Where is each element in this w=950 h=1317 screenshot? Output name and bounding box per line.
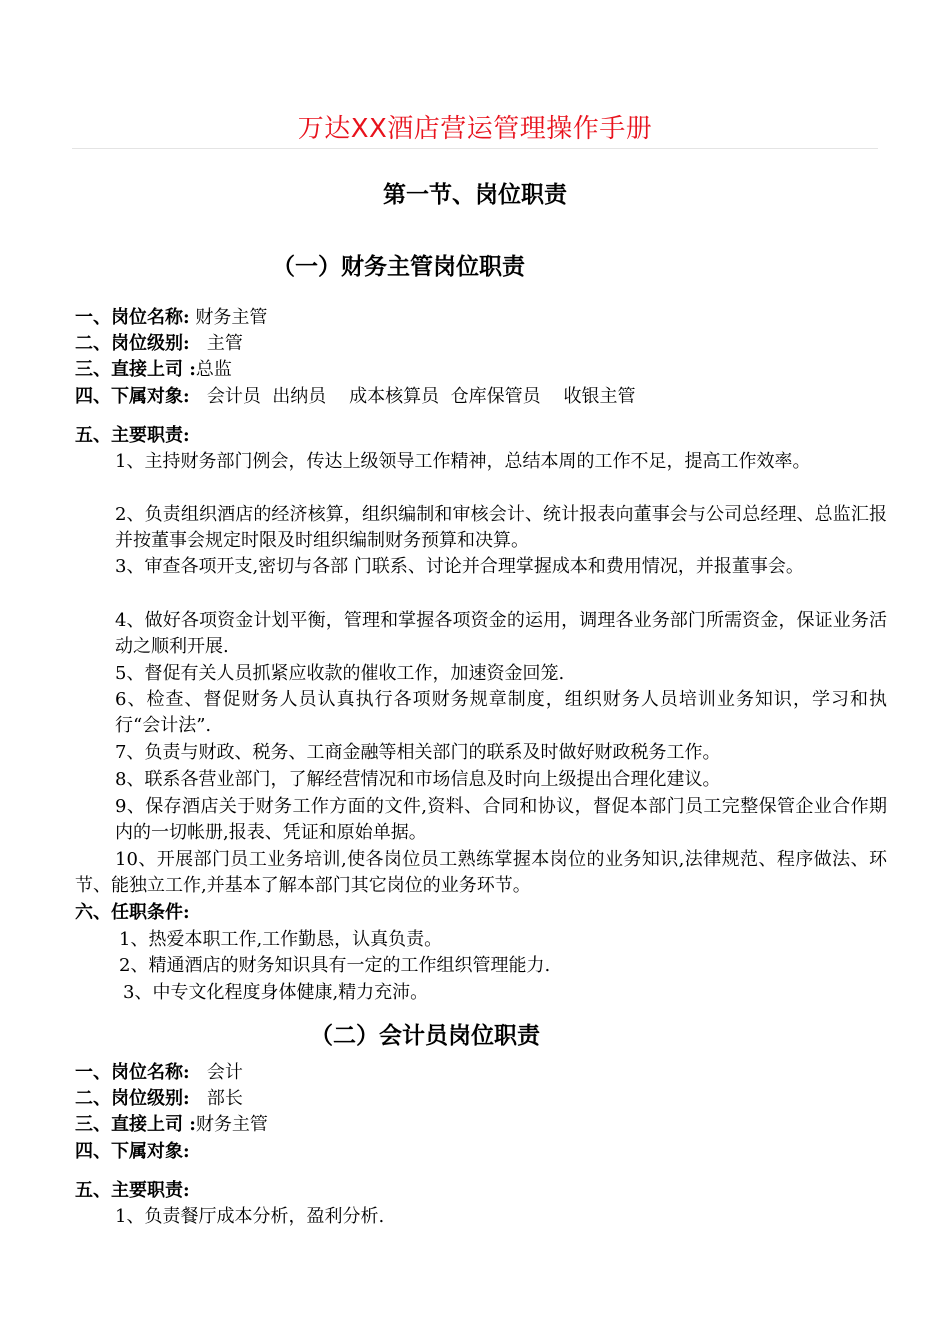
field-row bbox=[75, 331, 243, 357]
field-value: 部长 bbox=[189, 1088, 243, 1109]
duties-label: 五、主要职责: bbox=[75, 425, 190, 446]
document-title: 万达XX酒店营运管理操作手册 bbox=[297, 114, 653, 144]
field-row bbox=[75, 1060, 243, 1086]
duty-item: 6、检查、督促财务人员认真执行各项财务规章制度，组织财务人员培训业务知识，学习和执行“会计法”. bbox=[115, 689, 887, 736]
field-value: 财务主管 bbox=[189, 307, 268, 328]
field-row bbox=[75, 357, 232, 383]
duty-item: 7、负责与财政、税务、工商金融等相关部门的联系及时做好财政税务工作。 bbox=[115, 742, 721, 763]
field-value: 财务主管 bbox=[195, 1114, 268, 1135]
field-sep: : bbox=[183, 386, 190, 407]
condition-item: 3、中专文化程度身体健康,精力充沛。 bbox=[123, 982, 429, 1003]
field-row bbox=[75, 1139, 190, 1165]
field-value: 总监 bbox=[195, 359, 232, 380]
condition-item: 1、热爱本职工作,工作勤恳，认真负责。 bbox=[119, 929, 443, 950]
duty-item: 1、负责餐厅成本分析，盈利分析. bbox=[115, 1206, 385, 1227]
field-sep: : bbox=[183, 359, 196, 380]
field-label: 三、直接上司 bbox=[75, 359, 183, 380]
duty-item: 3、审查各项开支,密切与各部 门联系、讨论并合理掌握成本和费用情况，并报董事会。 bbox=[115, 556, 804, 577]
field-sep: : bbox=[183, 333, 190, 354]
duty-item: 2、负责组织酒店的经济核算，组织编制和审核会计、统计报表向董事会与公司总经理、总监汇报并按董事会规定时限及时组织编制财务预算和决算。 bbox=[115, 504, 887, 551]
field-sep: : bbox=[183, 1088, 190, 1109]
field-label: 四、下属对象 bbox=[75, 386, 183, 407]
duty-item: 9、保存酒店关于财务工作方面的文件,资料、合同和协议，督促本部门员工完整保管企业合作期内的一切帐册,报表、凭证和原始单据。 bbox=[115, 796, 887, 843]
duty-item: 8、联系各营业部门，了解经营情况和市场信息及时向上级提出合理化建议。 bbox=[115, 769, 721, 790]
field-row bbox=[75, 305, 267, 331]
header-divider bbox=[72, 148, 878, 149]
field-label: 三、直接上司 bbox=[75, 1114, 183, 1135]
conditions-label: 六、任职条件: bbox=[75, 902, 190, 923]
field-sep: : bbox=[183, 1114, 196, 1135]
duty-item: 1、主持财务部门例会，传达上级领导工作精神，总结本周的工作不足，提高工作效率。 bbox=[115, 451, 811, 472]
field-row bbox=[75, 1086, 243, 1112]
field-label: 一、岗位名称 bbox=[75, 307, 183, 328]
field-row bbox=[75, 1112, 268, 1138]
field-sep: : bbox=[183, 1141, 190, 1162]
duty-item: 10、开展部门员工业务培训,使各岗位员工熟练掌握本岗位的业务知识,法律规范、程序做法、环节、能独立工作,并基本了解本部门其它岗位的业务环节。 bbox=[75, 849, 887, 896]
part2-heading: （二）会计员岗位职责 bbox=[310, 1022, 540, 1049]
duties-label: 五、主要职责: bbox=[75, 1180, 190, 1201]
field-value: 会计员 出纳员 成本核算员 仓库保管员 收银主管 bbox=[189, 386, 636, 407]
field-value: 会计 bbox=[189, 1062, 243, 1083]
field-label: 二、岗位级别 bbox=[75, 1088, 183, 1109]
duty-item: 4、做好各项资金计划平衡，管理和掌握各项资金的运用，调理各业务部门所需资金，保证业务活动之顺利开展. bbox=[115, 610, 887, 657]
field-label: 一、岗位名称 bbox=[75, 1062, 183, 1083]
field-sep: : bbox=[183, 1062, 190, 1083]
field-label: 四、下属对象 bbox=[75, 1141, 183, 1162]
duty-item: 5、督促有关人员抓紧应收款的催收工作，加速资金回笼. bbox=[115, 663, 565, 684]
field-sep: : bbox=[183, 307, 190, 328]
part1-heading: （一）财务主管岗位职责 bbox=[272, 253, 525, 280]
condition-item: 2、精通酒店的财务知识具有一定的工作组织管理能力. bbox=[119, 955, 551, 976]
field-row bbox=[75, 384, 635, 410]
field-label: 二、岗位级别 bbox=[75, 333, 183, 354]
field-value: 主管 bbox=[189, 333, 243, 354]
section-title: 第一节、岗位职责 bbox=[383, 181, 567, 208]
